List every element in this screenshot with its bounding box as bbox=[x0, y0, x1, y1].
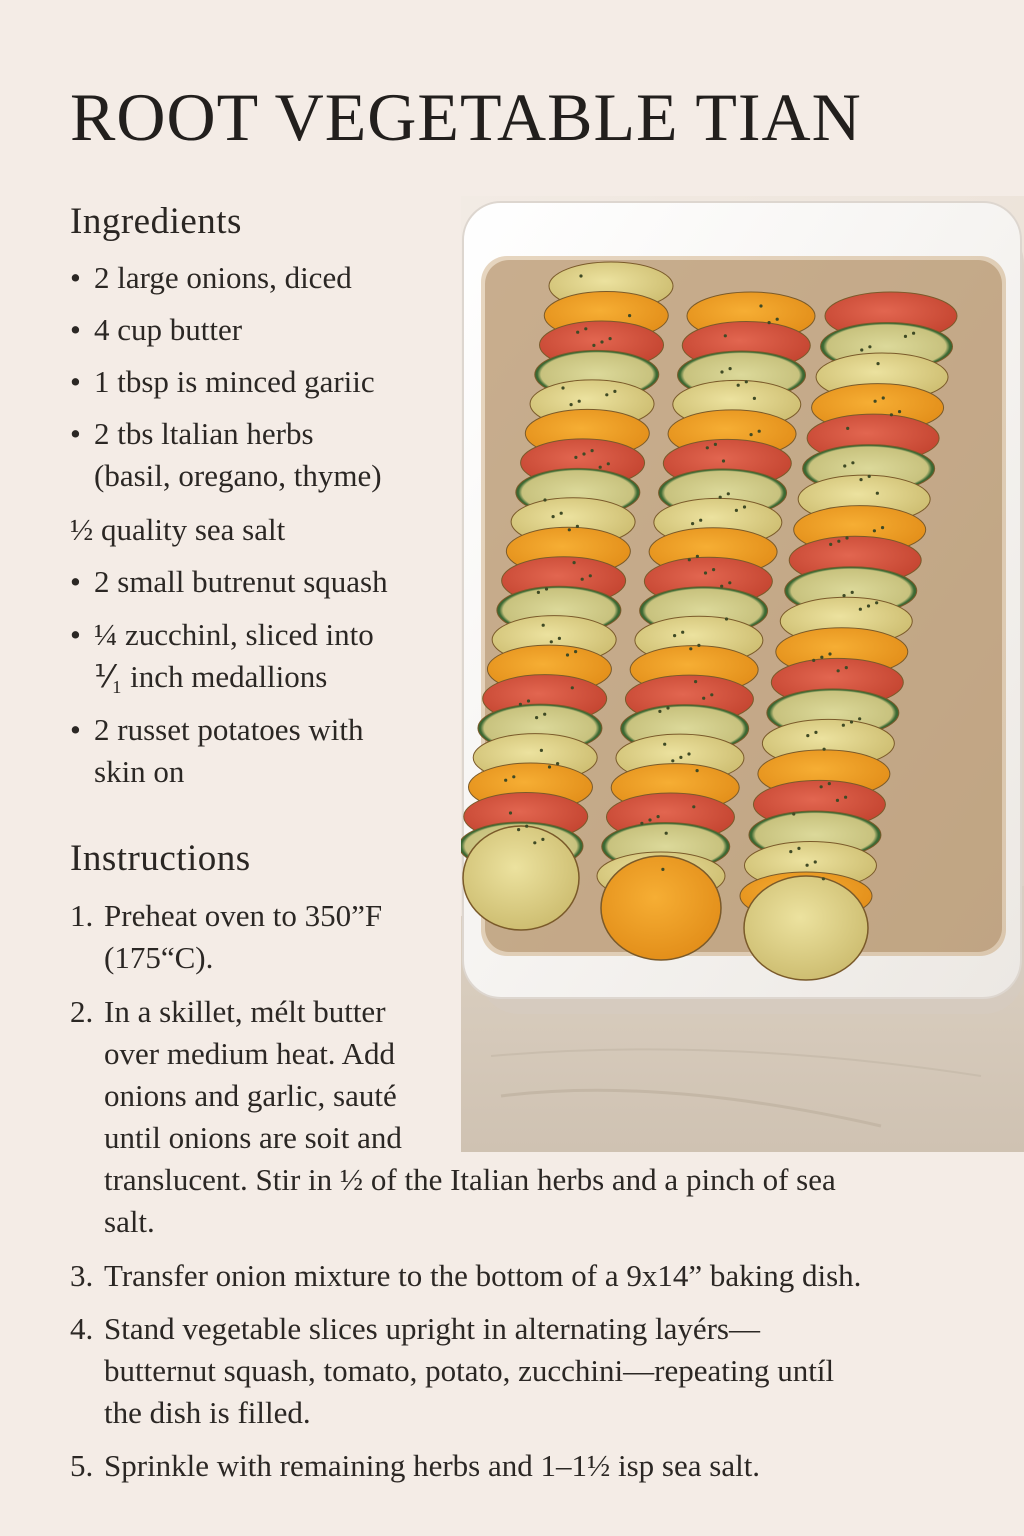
herb-speck bbox=[517, 828, 520, 831]
herb-speck bbox=[728, 581, 731, 584]
squash-slice bbox=[601, 856, 721, 960]
herb-speck bbox=[859, 478, 862, 481]
herb-speck bbox=[724, 334, 727, 337]
herb-speck bbox=[858, 717, 861, 720]
herb-speck bbox=[571, 686, 574, 689]
herb-speck bbox=[581, 578, 584, 581]
ingredient-item bbox=[70, 361, 375, 403]
herb-speck bbox=[702, 697, 705, 700]
herb-speck bbox=[814, 731, 817, 734]
step-number: 1. bbox=[70, 898, 94, 933]
herb-speck bbox=[710, 693, 713, 696]
herb-speck bbox=[512, 775, 515, 778]
step-text: until onions are soit and bbox=[104, 1120, 402, 1155]
herb-speck bbox=[750, 433, 753, 436]
herb-speck bbox=[820, 785, 823, 788]
herb-speck bbox=[550, 640, 553, 643]
herb-speck bbox=[525, 825, 528, 828]
herb-speck bbox=[552, 515, 555, 518]
step-number: 2. bbox=[70, 994, 94, 1029]
herb-speck bbox=[904, 335, 907, 338]
herb-speck bbox=[592, 344, 595, 347]
herb-speck bbox=[850, 720, 853, 723]
herb-speck bbox=[665, 832, 668, 835]
herb-speck bbox=[663, 743, 666, 746]
recipe-title: ROOT VEGETABLE TIAN bbox=[70, 79, 862, 155]
herb-speck bbox=[745, 380, 748, 383]
herb-speck bbox=[688, 558, 691, 561]
herb-speck bbox=[699, 519, 702, 522]
herb-speck bbox=[829, 543, 832, 546]
herb-speck bbox=[776, 318, 779, 321]
ingredient-text: 2 russet potatoes with bbox=[94, 712, 364, 747]
herb-speck bbox=[792, 812, 795, 815]
herb-speck bbox=[605, 393, 608, 396]
herb-speck bbox=[589, 574, 592, 577]
herb-speck bbox=[509, 811, 512, 814]
herb-speck bbox=[692, 805, 695, 808]
herb-speck bbox=[504, 779, 507, 782]
herb-speck bbox=[628, 314, 631, 317]
herb-speck bbox=[797, 847, 800, 850]
herb-speck bbox=[697, 644, 700, 647]
instructions-heading: Instructions bbox=[70, 838, 251, 879]
ingredients-heading: Ingredients bbox=[70, 201, 242, 242]
step-number: 5. bbox=[70, 1448, 94, 1483]
herb-speck bbox=[859, 608, 862, 611]
instruction-step bbox=[70, 1308, 834, 1434]
herb-speck bbox=[545, 587, 548, 590]
herb-speck bbox=[720, 370, 723, 373]
ingredient-item bbox=[70, 709, 364, 793]
bullet: • bbox=[70, 617, 81, 652]
herb-speck bbox=[845, 536, 848, 539]
herb-speck bbox=[570, 403, 573, 406]
herb-speck bbox=[560, 512, 563, 515]
herb-speck bbox=[543, 713, 546, 716]
herb-speck bbox=[719, 496, 722, 499]
bullet: • bbox=[70, 260, 81, 295]
step-text: butternut squash, tomato, potato, zucchini—repeating untíl bbox=[104, 1353, 835, 1388]
ingredient-item bbox=[70, 257, 352, 299]
herb-speck bbox=[573, 561, 576, 564]
herb-speck bbox=[860, 348, 863, 351]
herb-speck bbox=[727, 492, 730, 495]
instruction-step bbox=[70, 895, 382, 979]
step-text: Preheat oven to 350”F bbox=[104, 898, 383, 933]
herb-speck bbox=[673, 634, 676, 637]
herb-speck bbox=[881, 526, 884, 529]
herb-speck bbox=[851, 591, 854, 594]
herb-speck bbox=[729, 367, 732, 370]
ingredient-item bbox=[70, 509, 285, 551]
herb-speck bbox=[576, 525, 579, 528]
instruction-step bbox=[70, 991, 836, 1243]
herb-speck bbox=[533, 841, 536, 844]
herb-speck bbox=[574, 650, 577, 653]
step-text: Transfer onion mixture to the bottom of a 9x14” baking dish. bbox=[104, 1258, 862, 1293]
herb-speck bbox=[898, 410, 901, 413]
herb-speck bbox=[609, 337, 612, 340]
herb-speck bbox=[568, 528, 571, 531]
herb-speck bbox=[548, 765, 551, 768]
herb-speck bbox=[541, 838, 544, 841]
herb-speck bbox=[874, 400, 877, 403]
herb-speck bbox=[648, 818, 651, 821]
herb-speck bbox=[613, 390, 616, 393]
step-number: 3. bbox=[70, 1258, 94, 1293]
step-text: translucent. Stir in ½ of the Italian herbs and a pinch of sea bbox=[104, 1162, 836, 1197]
herb-speck bbox=[823, 748, 826, 751]
herb-speck bbox=[876, 362, 879, 365]
bullet: • bbox=[70, 712, 81, 747]
herb-speck bbox=[806, 734, 809, 737]
instruction-step bbox=[70, 1255, 861, 1297]
herb-speck bbox=[687, 752, 690, 755]
step-text: salt. bbox=[104, 1204, 155, 1239]
herb-speck bbox=[640, 822, 643, 825]
herb-speck bbox=[712, 568, 715, 571]
ingredient-item bbox=[70, 561, 388, 603]
ingredient-continuation: ⅟₁ inch medallions bbox=[94, 659, 328, 694]
herb-speck bbox=[882, 396, 885, 399]
herb-speck bbox=[591, 449, 594, 452]
herb-speck bbox=[519, 703, 522, 706]
step-text: Stand vegetable slices upright in alternating layérs— bbox=[104, 1311, 760, 1346]
herb-speck bbox=[875, 601, 878, 604]
herb-speck bbox=[814, 860, 817, 863]
herb-speck bbox=[722, 459, 725, 462]
herb-speck bbox=[842, 594, 845, 597]
herb-speck bbox=[876, 492, 879, 495]
herb-speck bbox=[681, 631, 684, 634]
bullet: • bbox=[70, 312, 81, 347]
ingredient-text: 2 large onions, diced bbox=[94, 260, 352, 295]
potato-slice bbox=[744, 876, 868, 980]
herb-speck bbox=[696, 769, 699, 772]
herb-speck bbox=[691, 522, 694, 525]
herb-speck bbox=[558, 637, 561, 640]
herb-speck bbox=[582, 452, 585, 455]
herb-speck bbox=[671, 759, 674, 762]
instruction-step bbox=[70, 1445, 760, 1487]
herb-speck bbox=[768, 321, 771, 324]
ingredient-item bbox=[70, 413, 382, 497]
herb-speck bbox=[843, 464, 846, 467]
bullet: • bbox=[70, 364, 81, 399]
herb-speck bbox=[846, 427, 849, 430]
herb-speck bbox=[578, 400, 581, 403]
herb-speck bbox=[868, 475, 871, 478]
herb-speck bbox=[556, 762, 559, 765]
herb-speck bbox=[845, 666, 848, 669]
herb-speck bbox=[666, 706, 669, 709]
herb-speck bbox=[836, 799, 839, 802]
ingredient-text: 2 tbs ltalian herbs bbox=[94, 416, 314, 451]
herb-speck bbox=[873, 529, 876, 532]
herb-speck bbox=[725, 617, 728, 620]
herb-speck bbox=[576, 331, 579, 334]
herb-speck bbox=[837, 669, 840, 672]
bullet: • bbox=[70, 564, 81, 599]
ingredient-text: ½ quality sea salt bbox=[70, 512, 286, 547]
herb-speck bbox=[542, 624, 545, 627]
herb-speck bbox=[844, 796, 847, 799]
ingredient-text: 1 tbsp is minced gariic bbox=[94, 364, 375, 399]
herb-speck bbox=[696, 555, 699, 558]
herb-speck bbox=[743, 505, 746, 508]
herb-speck bbox=[704, 571, 707, 574]
herb-speck bbox=[735, 509, 738, 512]
herb-speck bbox=[679, 756, 682, 759]
herb-speck bbox=[584, 327, 587, 330]
herb-speck bbox=[820, 656, 823, 659]
herb-speck bbox=[851, 461, 854, 464]
step-text: onions and garlic, sauté bbox=[104, 1078, 397, 1113]
herb-speck bbox=[527, 699, 530, 702]
step-text: over medium heat. Add bbox=[104, 1036, 395, 1071]
step-number: 4. bbox=[70, 1311, 94, 1346]
herb-speck bbox=[579, 274, 582, 277]
step-text: (175“C). bbox=[104, 940, 214, 975]
ingredient-item bbox=[70, 309, 242, 351]
herb-speck bbox=[661, 868, 664, 871]
herb-speck bbox=[737, 384, 740, 387]
ingredient-text: ¼ zucchinl, sliced into bbox=[94, 617, 374, 652]
herb-speck bbox=[689, 647, 692, 650]
herb-speck bbox=[543, 498, 546, 501]
herb-speck bbox=[789, 850, 792, 853]
herb-speck bbox=[720, 585, 723, 588]
herb-speck bbox=[706, 446, 709, 449]
herb-speck bbox=[837, 540, 840, 543]
herb-speck bbox=[535, 716, 538, 719]
herb-speck bbox=[658, 710, 661, 713]
herb-speck bbox=[537, 591, 540, 594]
herb-speck bbox=[912, 332, 915, 335]
ingredient-item bbox=[70, 614, 374, 698]
herb-speck bbox=[842, 724, 845, 727]
herb-speck bbox=[822, 877, 825, 880]
ingredient-continuation: skin on bbox=[94, 754, 185, 789]
herb-speck bbox=[574, 456, 577, 459]
herb-speck bbox=[607, 462, 610, 465]
herb-speck bbox=[753, 397, 756, 400]
step-text: Sprinkle with remaining herbs and 1–1½ isp sea salt. bbox=[104, 1448, 761, 1483]
herb-speck bbox=[759, 304, 762, 307]
step-text: In a skillet, mélt butter bbox=[104, 994, 386, 1029]
herb-speck bbox=[657, 815, 660, 818]
herb-speck bbox=[806, 864, 809, 867]
herb-speck bbox=[890, 413, 893, 416]
ingredient-text: 2 small butrenut squash bbox=[94, 564, 388, 599]
bullet: • bbox=[70, 416, 81, 451]
herb-speck bbox=[828, 652, 831, 655]
herb-speck bbox=[868, 345, 871, 348]
herb-speck bbox=[694, 680, 697, 683]
herb-speck bbox=[540, 749, 543, 752]
herb-speck bbox=[867, 604, 870, 607]
herb-speck bbox=[828, 782, 831, 785]
herb-speck bbox=[714, 443, 717, 446]
herb-speck bbox=[566, 653, 569, 656]
step-text: the dish is filled. bbox=[104, 1395, 311, 1430]
herb-speck bbox=[600, 340, 603, 343]
potato-slice bbox=[463, 826, 579, 930]
herb-speck bbox=[599, 466, 602, 469]
ingredient-text: 4 cup butter bbox=[94, 312, 243, 347]
ingredient-continuation: (basil, oregano, thyme) bbox=[94, 458, 382, 493]
herb-speck bbox=[812, 659, 815, 662]
herb-speck bbox=[758, 430, 761, 433]
herb-speck bbox=[561, 386, 564, 389]
